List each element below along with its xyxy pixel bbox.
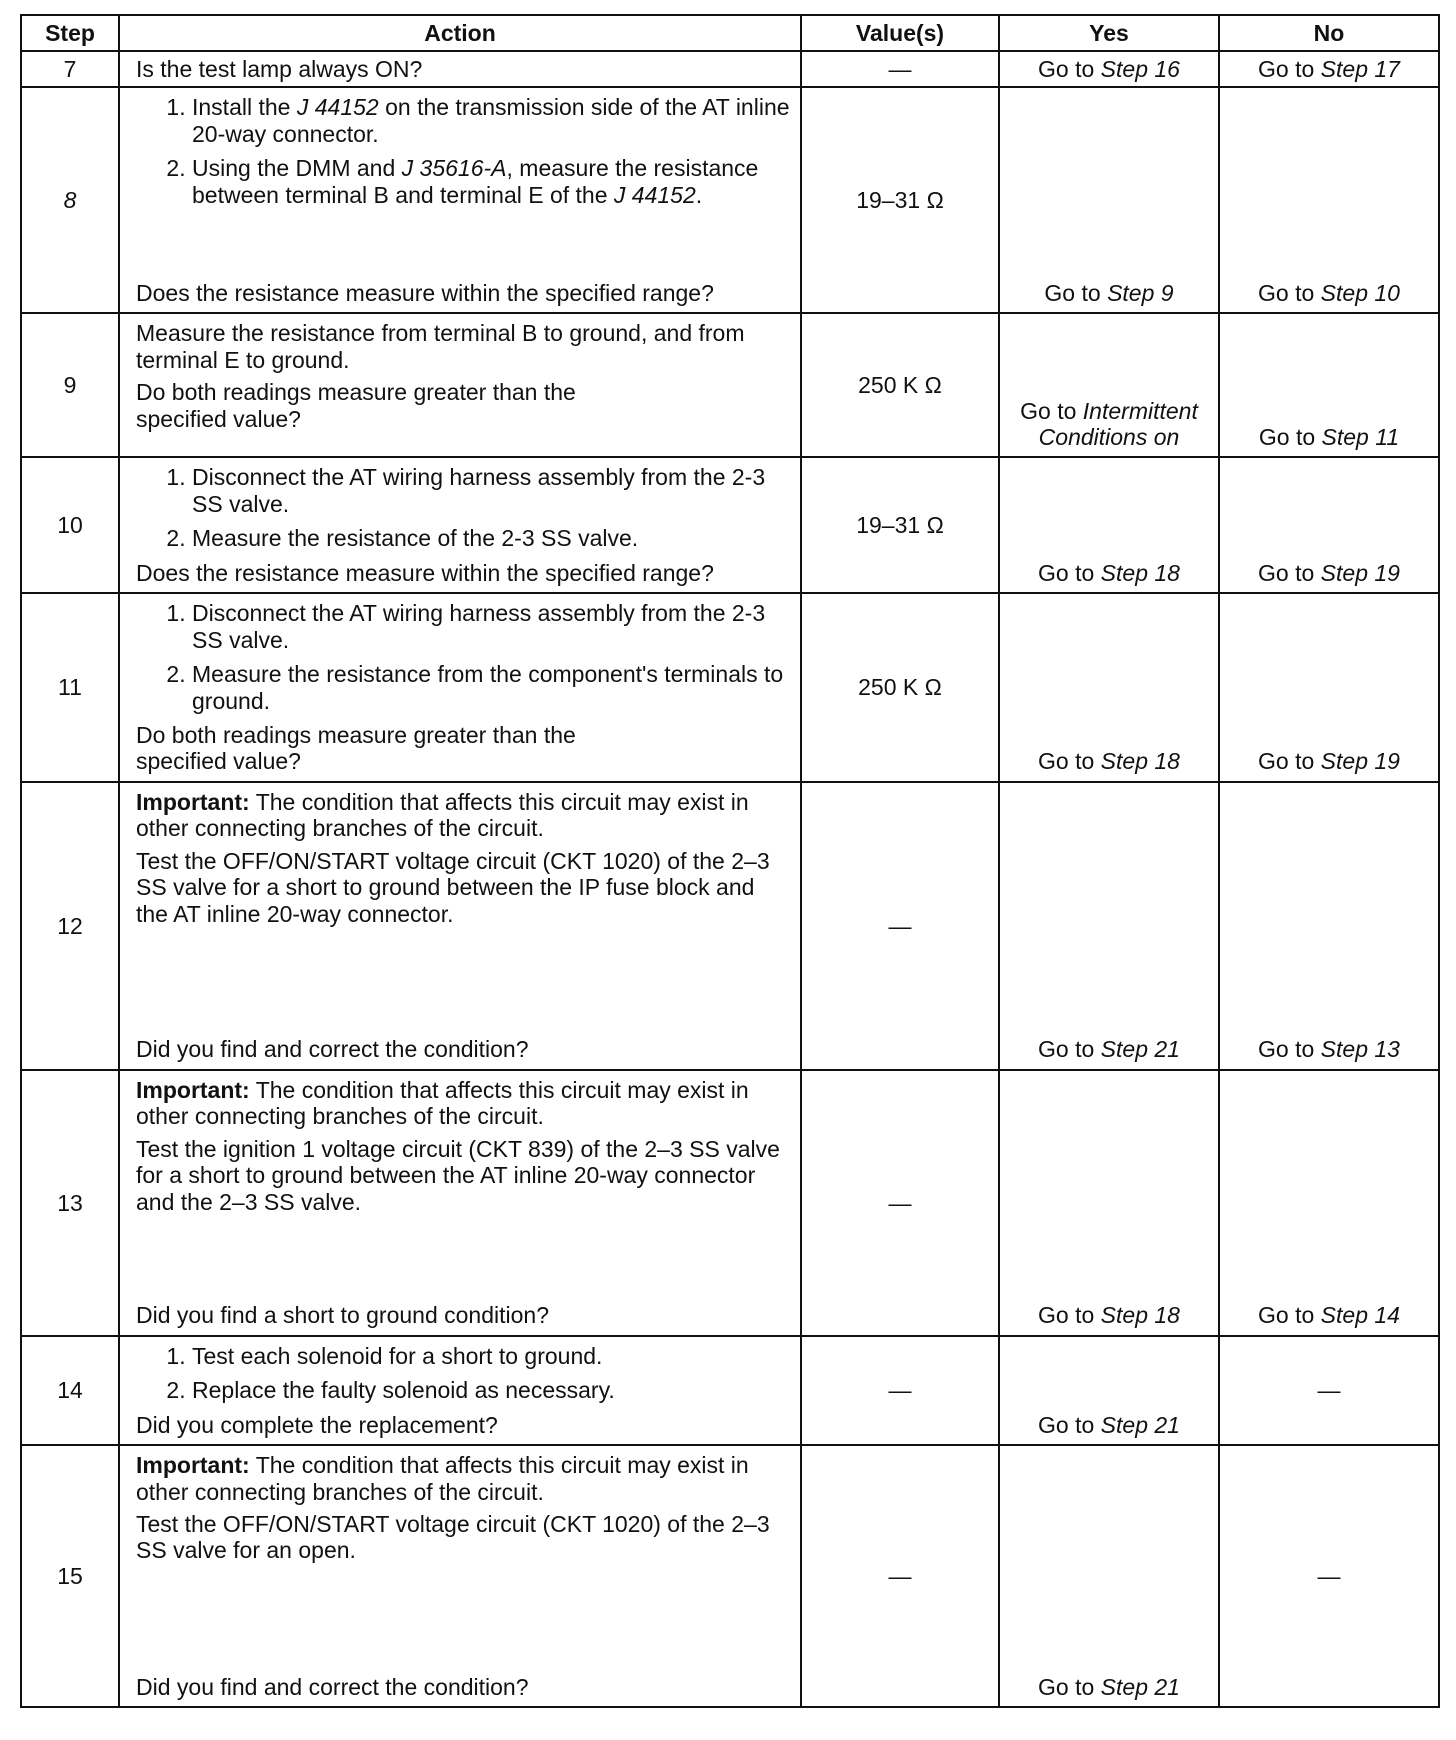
- yes-cell: [999, 593, 1219, 782]
- list-item: 1. Disconnect the AT wiring harness assembly from the 2-3 SS valve.: [192, 464, 790, 517]
- important-note: Important: The condition that affects this circuit may exist in other connecting branches of the circuit.: [136, 788, 749, 842]
- step-number: 15: [21, 1445, 119, 1707]
- goto-text: Go to: [1258, 1302, 1321, 1329]
- header-row: [21, 15, 1439, 51]
- no-cell: [1219, 593, 1439, 782]
- action-cell: [119, 87, 801, 313]
- table-row: [21, 1070, 1439, 1336]
- list-item: 2. Using the DMM and J 35616-A, measure the resistance between terminal B and terminal E of the J 44152.: [192, 155, 790, 208]
- step-number: 11: [21, 593, 119, 782]
- list-item: 1. Disconnect the AT wiring harness assembly from the 2-3 SS valve.: [192, 600, 790, 653]
- header-values: Value(s): [801, 15, 999, 51]
- yes-target-link[interactable]: Intermittent Conditions on: [1038, 397, 1198, 450]
- list-item: 1. Install the J 44152 on the transmission side of the AT inline 20-way connector.: [192, 94, 790, 147]
- table-row: [21, 51, 1439, 87]
- no-target-link[interactable]: Step 14: [1320, 1302, 1400, 1329]
- no-target-link[interactable]: Step 19: [1320, 559, 1400, 586]
- table-row: [21, 457, 1439, 593]
- step-number: 13: [21, 1070, 119, 1336]
- header-step: Step: [21, 15, 119, 51]
- action-cell: [119, 457, 801, 593]
- value-cell: 19–31 Ω: [801, 457, 999, 593]
- goto-text: Go to: [1258, 56, 1321, 82]
- value-cell: 250 K Ω: [801, 593, 999, 782]
- no-cell: [1219, 457, 1439, 593]
- yes-target-link[interactable]: Step 21: [1100, 1673, 1180, 1700]
- action-cell: [119, 313, 801, 457]
- important-note: Important: The condition that affects this circuit may exist in other connecting branches of the circuit.: [136, 1452, 749, 1505]
- table-row: [21, 593, 1439, 782]
- no-target-link[interactable]: Step 19: [1320, 748, 1400, 775]
- yes-cell: [999, 51, 1219, 87]
- step-number: 12: [21, 782, 119, 1070]
- value-cell: —: [801, 1336, 999, 1445]
- no-cell: [1219, 782, 1439, 1070]
- action-cell: [119, 1445, 801, 1707]
- list-item: 1. Test each solenoid for a short to ground.: [192, 1343, 790, 1369]
- yes-target-link[interactable]: Step 18: [1100, 748, 1180, 775]
- goto-text: Go to: [1044, 280, 1108, 306]
- goto-text: Go to: [1038, 1036, 1101, 1063]
- value-cell: —: [801, 782, 999, 1070]
- action-text: Test the OFF/ON/START voltage circuit (CKT 1020) of the 2–3 SS valve for an open.: [136, 1511, 770, 1564]
- table-row: [21, 313, 1439, 457]
- action-question: Does the resistance measure within the specified range?: [136, 280, 714, 306]
- yes-cell: [999, 87, 1219, 313]
- action-list: [136, 464, 790, 551]
- no-cell: [1219, 313, 1439, 457]
- yes-cell: [999, 782, 1219, 1070]
- goto-text: Go to: [1258, 424, 1322, 450]
- yes-cell: [999, 1070, 1219, 1336]
- goto-text: Go to: [1020, 397, 1083, 424]
- no-target-link[interactable]: Step 17: [1320, 56, 1400, 82]
- yes-cell: [999, 313, 1219, 457]
- action-text: Test the OFF/ON/START voltage circuit (CKT 1020) of the 2–3 SS valve for a short to ground between the IP fuse block and the AT inline 20-way connector.: [136, 847, 770, 927]
- important-label: Important:: [136, 1452, 250, 1479]
- action-list: [136, 600, 790, 714]
- diagnostic-table: [20, 14, 1440, 1708]
- action-question: Did you complete the replacement?: [136, 1411, 498, 1438]
- goto-text: Go to: [1038, 1673, 1101, 1700]
- step-number: 14: [21, 1336, 119, 1445]
- important-label: Important:: [136, 1076, 250, 1103]
- header-yes: Yes: [999, 15, 1219, 51]
- action-question: Do both readings measure greater than the specified value?: [136, 721, 576, 775]
- goto-text: Go to: [1038, 56, 1101, 82]
- action-cell: [119, 593, 801, 782]
- header-action: Action: [119, 15, 801, 51]
- step-number: [21, 87, 119, 313]
- goto-text: Go to: [1258, 280, 1321, 306]
- goto-text: Go to: [1258, 1036, 1321, 1063]
- header-no: No: [1219, 15, 1439, 51]
- yes-target-link[interactable]: Step 16: [1100, 56, 1180, 82]
- goto-text: Go to: [1038, 1302, 1101, 1329]
- no-target-link[interactable]: Step 11: [1321, 424, 1400, 450]
- action-list: [136, 94, 790, 216]
- goto-text: Go to: [1038, 1411, 1101, 1438]
- list-item: 2. Measure the resistance from the component's terminals to ground.: [192, 661, 790, 714]
- yes-target-link[interactable]: Step 21: [1100, 1036, 1180, 1063]
- goto-text: Go to: [1038, 559, 1101, 586]
- yes-target-link[interactable]: Step 21: [1100, 1411, 1180, 1438]
- action-cell: [119, 782, 801, 1070]
- goto-text: Go to: [1258, 748, 1321, 775]
- yes-target-link[interactable]: Step 18: [1100, 1302, 1180, 1329]
- table-row: [21, 782, 1439, 1070]
- no-target-link[interactable]: Step 13: [1320, 1036, 1400, 1063]
- action-list: [136, 1343, 790, 1404]
- action-cell: [119, 1070, 801, 1336]
- action-question: Did you find and correct the condition?: [136, 1036, 529, 1063]
- action-question: Do both readings measure greater than the specified value?: [136, 379, 576, 432]
- no-cell: [1219, 51, 1439, 87]
- no-cell: [1219, 1070, 1439, 1336]
- yes-cell: [999, 1336, 1219, 1445]
- table-row: [21, 1336, 1439, 1445]
- goto-text: Go to: [1258, 559, 1321, 586]
- action-question: Did you find and correct the condition?: [136, 1673, 529, 1700]
- yes-cell: [999, 457, 1219, 593]
- action-cell: [119, 51, 801, 87]
- no-target-link[interactable]: Step 10: [1320, 280, 1400, 306]
- action-question: Did you find a short to ground condition?: [136, 1302, 549, 1329]
- list-item: 2. Measure the resistance of the 2-3 SS valve.: [192, 525, 790, 551]
- no-cell: —: [1219, 1445, 1439, 1707]
- value-cell: 19–31 Ω: [801, 87, 999, 313]
- action-text: Measure the resistance from terminal B to ground, and from terminal E to ground.: [136, 320, 745, 373]
- yes-target-link[interactable]: Step 9: [1107, 280, 1174, 306]
- yes-target-link[interactable]: Step 18: [1100, 559, 1180, 586]
- no-cell: [1219, 87, 1439, 313]
- value-cell: —: [801, 1070, 999, 1336]
- no-cell: —: [1219, 1336, 1439, 1445]
- list-item: 2. Replace the faulty solenoid as necessary.: [192, 1377, 790, 1403]
- step-number: 10: [21, 457, 119, 593]
- action-cell: [119, 1336, 801, 1445]
- action-text: Test the ignition 1 voltage circuit (CKT 839) of the 2–3 SS valve for a short to ground between the AT inline 20-way connector and the 2–3 SS valve.: [136, 1135, 780, 1215]
- table-row: [21, 1445, 1439, 1707]
- goto-text: Go to: [1038, 748, 1101, 775]
- value-cell: —: [801, 51, 999, 87]
- value-cell: 250 K Ω: [801, 313, 999, 457]
- important-label: Important:: [136, 788, 250, 815]
- table-row: [21, 87, 1439, 313]
- value-cell: —: [801, 1445, 999, 1707]
- yes-cell: [999, 1445, 1219, 1707]
- action-question: Is the test lamp always ON?: [136, 56, 423, 82]
- action-question: Does the resistance measure within the specified range?: [136, 559, 714, 586]
- step-number: 9: [21, 313, 119, 457]
- step-number-text: 8: [63, 187, 77, 214]
- step-number: 7: [21, 51, 119, 87]
- important-note: Important: The condition that affects this circuit may exist in other connecting branches of the circuit.: [136, 1076, 749, 1130]
